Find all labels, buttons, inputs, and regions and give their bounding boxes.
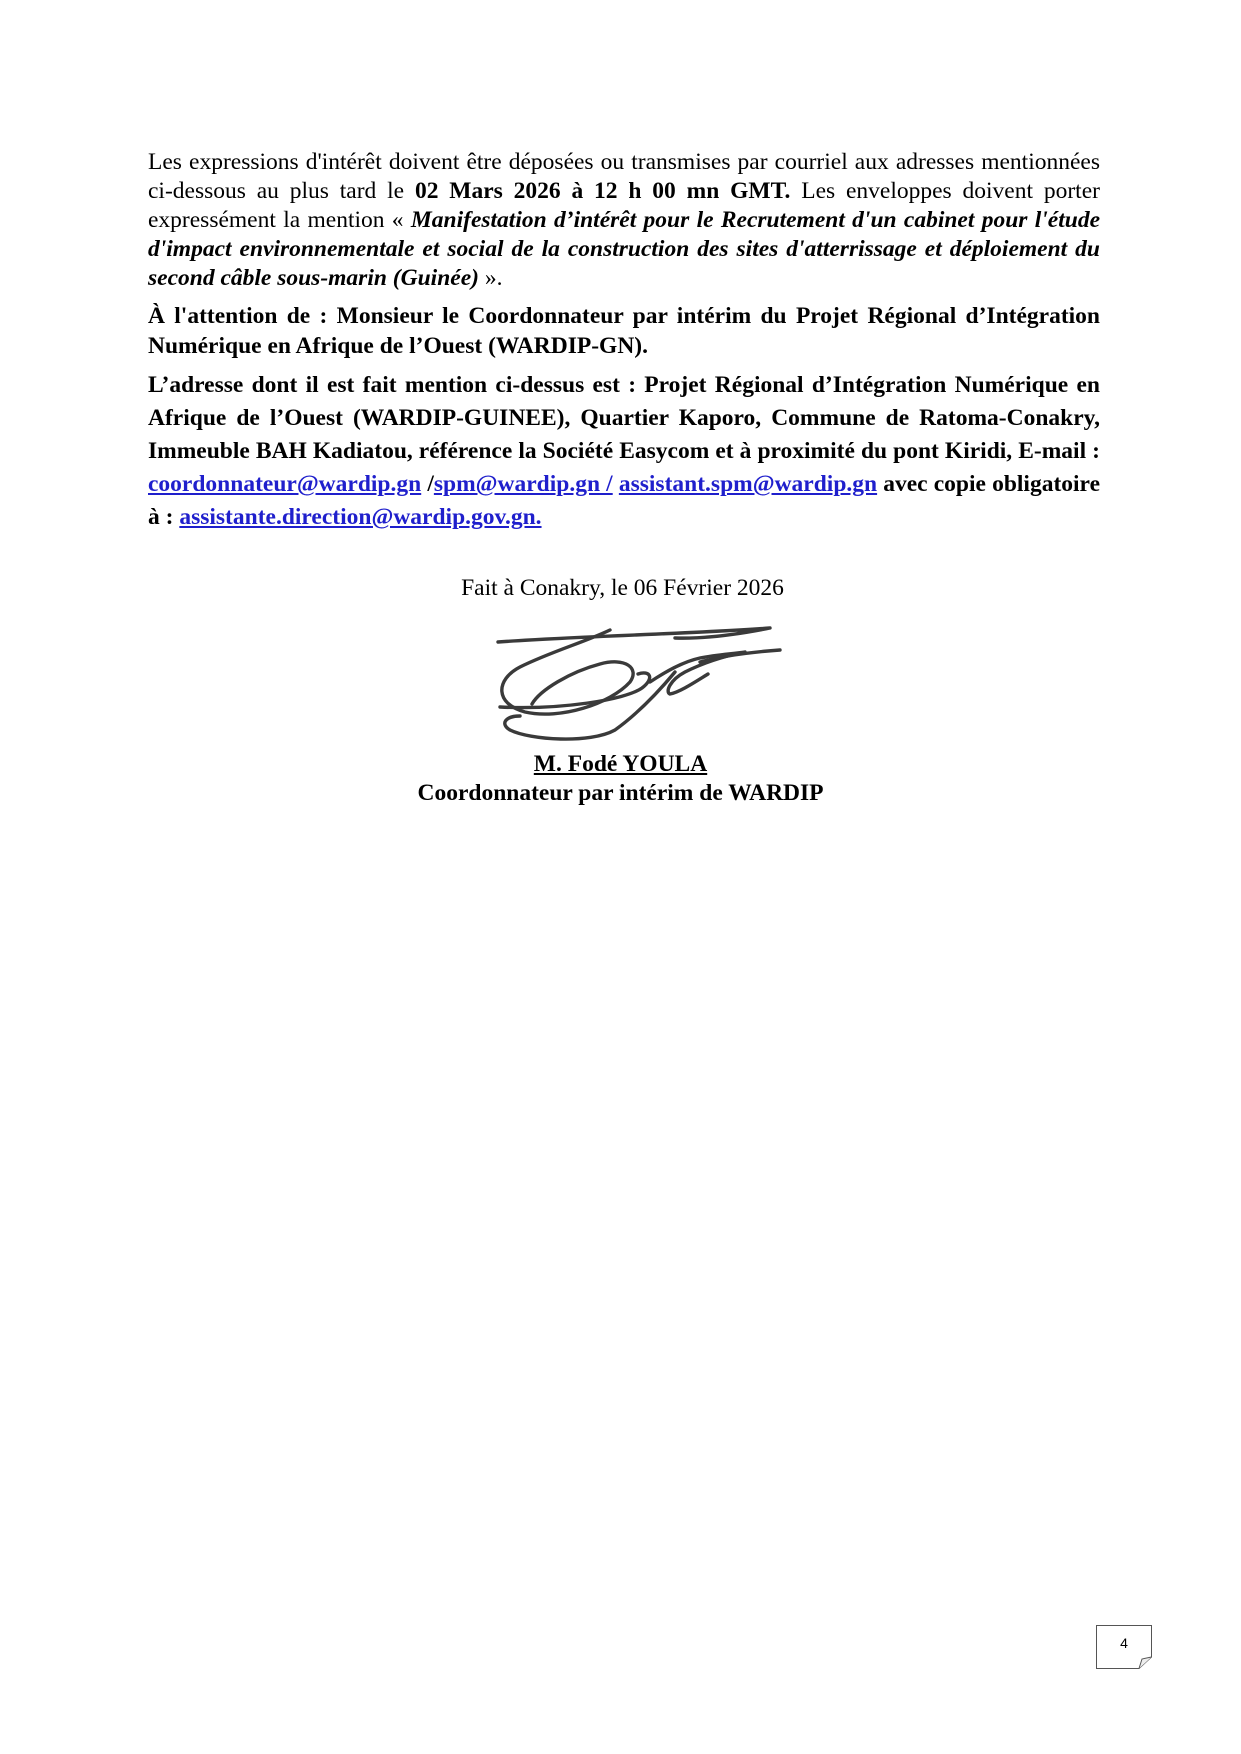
page-number: 4	[1120, 1635, 1128, 1651]
email-separator-1: /	[421, 471, 434, 497]
place-date	[0, 575, 1241, 602]
attention-paragraph: À l'attention de : Monsieur le Coordonnateur par intérim du Projet Régional d’Intégration Numérique en Afrique de l’Ouest (WARDIP-GN).	[148, 303, 1100, 359]
deadline-text: 02 Mars 2026 à 12 h 00 mn GMT.	[414, 178, 791, 204]
place-date-text: Fait à Conakry, le 06 Février 2026	[461, 575, 784, 601]
signatory-title: Coordonnateur par intérim de WARDIP	[417, 780, 824, 806]
email-link-direction[interactable]: assistante.direction@wardip.gov.gn.	[179, 504, 542, 530]
submission-text-2: Les enveloppes doivent porter expressément la mention «	[148, 178, 1100, 233]
address-paragraph	[148, 369, 1100, 534]
handwritten-signature	[490, 612, 820, 752]
page-number-box	[1096, 1625, 1152, 1669]
mention-text: Manifestation d’intérêt pour le Recrutement d'un cabinet pour l'étude d'impact environnementale et social de la construction des sites d'atterrissage et déploiement du second câble sous-marin (Guinée)	[148, 207, 1100, 291]
email-link-coordonnateur[interactable]: coordonnateur@wardip.gn	[148, 471, 422, 497]
submission-paragraph	[148, 148, 1100, 293]
document-body	[148, 148, 1100, 534]
address-text: L’adresse dont il est fait mention ci-dessus est : Projet Régional d’Intégration Numérique en Afrique de l’Ouest (WARDIP-GUINEE), Quartier Kaporo, Commune de Ratoma-Conakry, Immeuble BAH Kadiatou, référence la Société Easycom et à proximité du pont Kiridi, E-mail :	[148, 372, 1100, 464]
email-link-assistant[interactable]: assistant.spm@wardip.gn	[618, 471, 878, 497]
email-link-spm[interactable]: spm@wardip.gn /	[433, 471, 613, 497]
signatory-block	[0, 750, 1241, 808]
submission-text-3: ».	[478, 265, 503, 291]
copy-text: avec copie obligatoire à :	[148, 471, 1100, 530]
submission-text-1: Les expressions d'intérêt doivent être déposées ou transmises par courriel aux adresses mentionnées ci-dessous au plus tard le	[148, 149, 1100, 204]
signatory-name: M. Fodé YOULA	[533, 751, 708, 777]
